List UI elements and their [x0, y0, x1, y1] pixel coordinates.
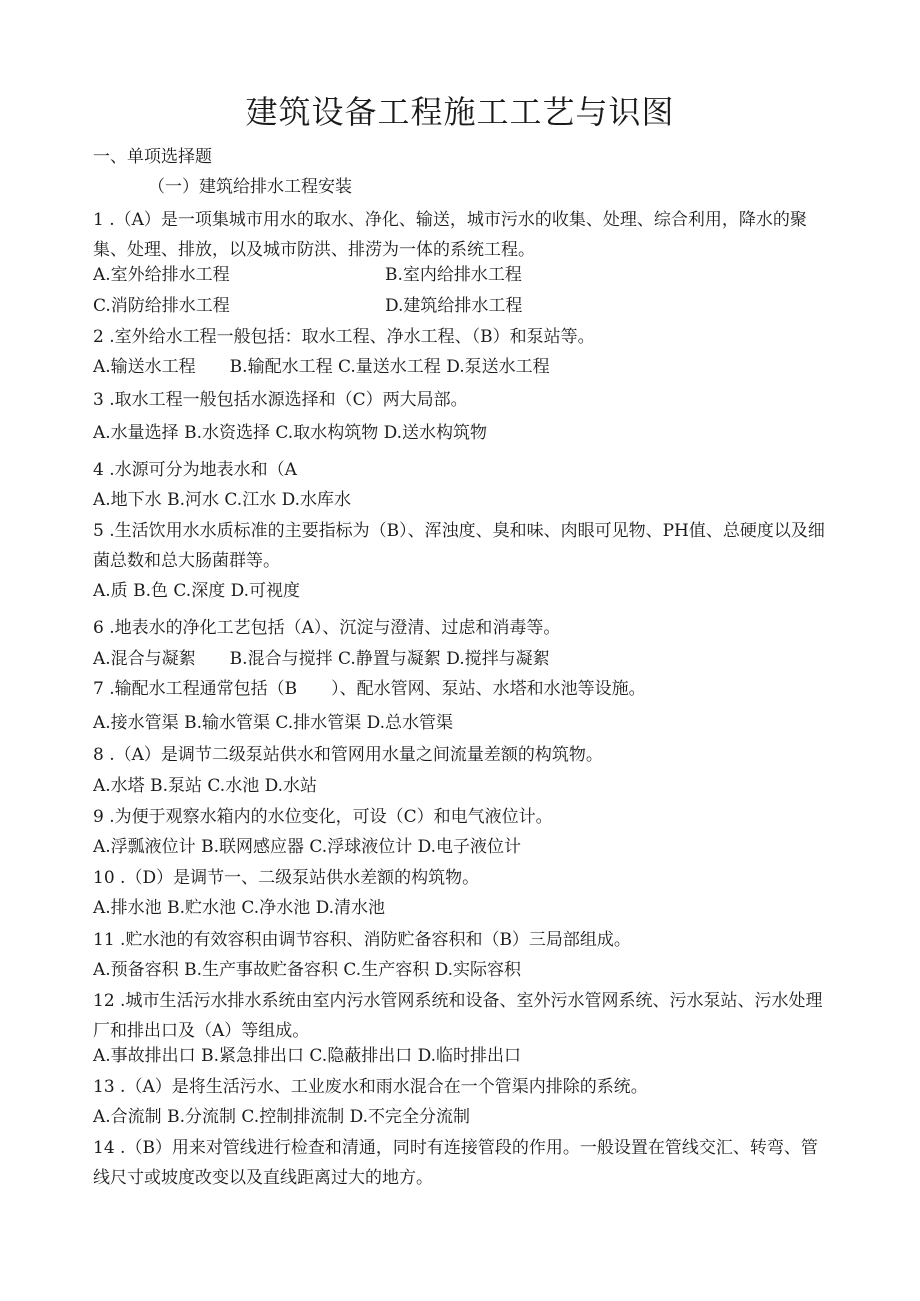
q11-options: A.预备容积 B.生产事故贮备容积 C.生产容积 D.实际容积: [93, 960, 522, 980]
question-12: 12 .城市生活污水排水系统由室内污水管网系统和设备、室外污水管网系统、污水泵站、污水处理厂和排出口及（A）等组成。: [93, 991, 823, 1041]
q5-options: A.质 B.色 C.深度 D.可视度: [93, 581, 301, 601]
q6-options: A.混合与凝絮 B.混合与搅拌 C.静置与凝絮 D.搅拌与凝絮: [93, 649, 550, 669]
question-8: 8 .（A）是调节二级泵站供水和管网用水量之间流量差额的构筑物。: [93, 745, 603, 765]
q1-option-b: B.室内给排水工程: [385, 265, 522, 285]
q1-option-a: A.室外给排水工程: [93, 265, 230, 285]
q1-option-c: C.消防给排水工程: [93, 296, 230, 316]
q7-options: A.接水管渠 B.输水管渠 C.排水管渠 D.总水管渠: [93, 713, 454, 733]
q1-option-d: D.建筑给排水工程: [385, 296, 523, 316]
q10-options: A.排水池 B.贮水池 C.净水池 D.清水池: [93, 898, 386, 918]
q13-options: A.合流制 B.分流制 C.控制排流制 D.不完全分流制: [93, 1107, 471, 1127]
question-1: 1 .（A）是一项集城市用水的取水、净化、输送，城市污水的收集、处理、综合利用，降水的聚集、处理、排放，以及城市防洪、排涝为一体的系统工程。: [93, 210, 807, 260]
question-6: 6 .地表水的净化工艺包括（A）、沉淀与澄清、过虑和消毒等。: [93, 618, 561, 638]
question-14: 14 .（B）用来对管线进行检查和清通，同时有连接管段的作用。一般设置在管线交汇、转弯、管线尺寸或坡度改变以及直线距离过大的地方。: [93, 1138, 818, 1188]
q2-options: A.输送水工程 B.输配水工程 C.量送水工程 D.泵送水工程: [93, 357, 550, 377]
question-13: 13 .（A）是将生活污水、工业废水和雨水混合在一个管渠内排除的系统。: [93, 1077, 648, 1097]
subsection-heading: （一）建筑给排水工程安装: [148, 177, 352, 197]
question-9: 9 .为便于观察水箱内的水位变化，可设（C）和电气液位计。: [93, 807, 553, 827]
document-title: 建筑设备工程施工工艺与识图: [245, 93, 675, 131]
question-10: 10 .（D）是调节一、二级泵站供水差额的构筑物。: [93, 868, 480, 888]
q4-options: A.地下水 B.河水 C.江水 D.水库水: [93, 490, 352, 510]
section-heading: 一、单项选择题: [93, 147, 212, 167]
question-4: 4 .水源可分为地表水和（A: [93, 460, 297, 480]
q8-options: A.水塔 B.泵站 C.水池 D.水站: [93, 776, 318, 796]
q12-options: A.事故排出口 B.紧急排出口 C.隐蔽排出口 D.临时排出口: [93, 1046, 522, 1066]
question-5: 5 .生活饮用水水质标准的主要指标为（B）、浑浊度、臭和味、肉眼可见物、PH值、总硬度以及细菌总数和总大肠菌群等。: [93, 521, 825, 571]
q3-options: A.水量选择 B.水资选择 C.取水构筑物 D.送水构筑物: [93, 423, 488, 443]
question-3: 3 .取水工程一般包括水源选择和（C）两大局部。: [93, 390, 468, 410]
question-7: 7 .输配水工程通常包括（B ）、配水管网、泵站、水塔和水池等设施。: [93, 679, 646, 699]
question-11: 11 .贮水池的有效容积由调节容积、消防贮备容积和（B）三局部组成。: [93, 930, 631, 950]
q9-options: A.浮瓢液位计 B.联网感应器 C.浮球液位计 D.电子液位计: [93, 837, 522, 857]
question-2: 2 .室外给水工程一般包括：取水工程、净水工程、（B）和泵站等。: [93, 327, 595, 347]
